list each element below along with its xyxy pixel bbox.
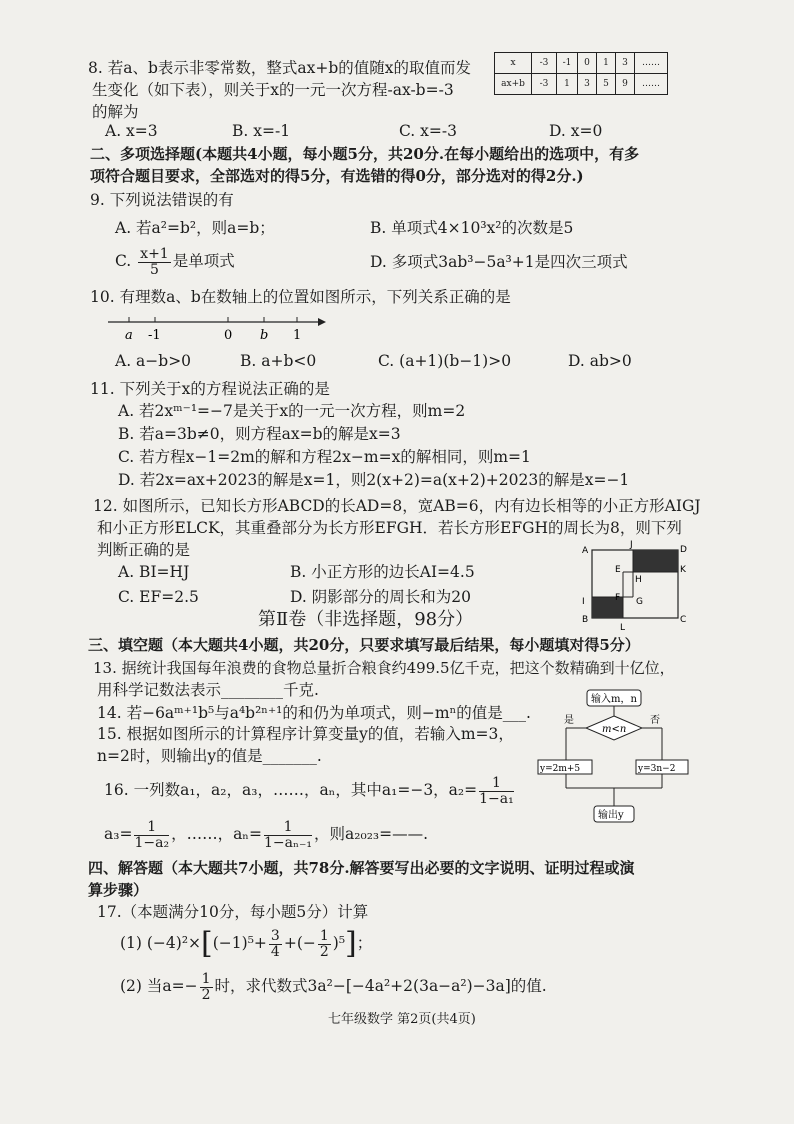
part2-title: 第Ⅱ卷（非选择题，98分） [258,609,474,630]
fraction-denominator: 5 [149,261,159,278]
table-cell: 3 [578,74,597,95]
fraction-numerator: 1 [134,820,169,836]
table-cell: -3 [532,74,557,95]
q12-line2: 和小正方形ELCK，其重叠部分为长方形EFGH．若长方形EFGH的周长为8，则下列 [97,519,682,537]
q14-text: 14. 若−6aᵐ⁺¹b⁵与a⁴b²ⁿ⁺¹的和仍为单项式，则−mⁿ的值是___. [97,704,531,722]
q13-line2: 用科学记数法表示________千克. [97,681,319,699]
figure-label: C [680,615,687,625]
q8-line2: 生变化（如下表），则关于x的一元一次方程-ax-b=-3 [92,81,454,99]
q8-line3: 的解为 [92,103,139,121]
q9-option-d: D. 多项式3ab³−5a³+1是四次三项式 [370,253,628,271]
fraction-denominator: 2 [201,986,211,1003]
q16-head: 16. 一列数a₁，a₂，a₃，……，aₙ，其中a₁=−3，a₂= [104,781,478,799]
flow-no-label: 否 [650,715,660,726]
q12-rectangle-figure [580,540,690,632]
q11-option-d: D. 若2x=ax+2023的解是x=1，则2(x+2)=a(x+2)+2023的解是x=−1 [118,471,630,489]
table-cell: ax+b [495,74,532,95]
q17-p1-head: (1) (−4)²× [120,934,202,952]
figure-label: I [582,597,585,607]
q16-a3-head: a₃= [104,825,133,843]
q8-option-b: B. x=-1 [232,122,291,140]
q11-option-a: A. 若2xᵐ⁻¹=−7是关于x的一元一次方程，则m=2 [118,402,466,420]
q9-option-a: A. 若a²=b²，则a=b； [115,219,275,237]
axis-label: 0 [224,328,233,343]
figure-label: H [635,575,642,585]
q17-p1-body2: +(− [283,934,316,952]
q12-option-d: D. 阴影部分的周长和为20 [290,588,471,606]
q12-line1: 12. 如图所示，已知长方形ABCD的长AD=8，宽AB=6，内有边长相等的小正方形AIGJ [93,497,701,515]
q16-a3-fraction [134,820,169,851]
right-bracket: ] [345,926,357,961]
flow-condition-text: m<n [602,724,627,735]
q17-part2 [120,966,547,1006]
q11-stem: 11. 下列关于x的方程说法正确的是 [90,380,330,398]
q11-option-c: C. 若方程x−1=2m的解和方程2x−m=x的解相同，则m=1 [118,448,531,466]
q16-a2-fraction [479,776,514,807]
q17-p2-fraction [200,972,213,1003]
q12-line3: 判断正确的是 [97,541,191,559]
q10-stem: 10. 有理数a、b在数轴上的位置如图所示，下列关系正确的是 [90,288,511,306]
figure-label: K [680,565,686,575]
q16-mid: ，……，aₙ= [171,825,262,843]
flow-yes-label: 是 [564,715,574,726]
axis-label: a [125,328,133,343]
fraction-numerator: 1 [319,927,329,944]
flow-output-text: 输出y [598,810,624,821]
section3-heading: 三、填空题（本大题共4小题，共20分，只要求填写最后结果，每小题填对得5分） [88,636,640,654]
q11-option-b: B. 若a=3b≠0，则方程ax=b的解是x=3 [118,425,401,443]
figure-label: D [680,545,687,555]
q16-tail: ，则a₂₀₂₃=——. [314,825,429,843]
figure-label: E [615,565,621,575]
q12-option-a: A. BI=HJ [118,563,190,581]
q12-option-b: B. 小正方形的边长AI=4.5 [290,563,475,581]
table-cell: …… [635,74,668,95]
q9-c-label: C. [115,252,132,270]
flow-input-text: 输入m，n [591,694,637,705]
fraction-denominator: 4 [270,943,280,960]
q17-p2-tail: 时，求代数式3a²−[−4a²+2(3a−a²)−3a]的值. [214,977,547,995]
q17-p2-head: (2) 当a=− [120,977,198,995]
q17-p1-fraction-2 [318,929,331,960]
q17-p1-body3: )⁵ [332,934,346,952]
table-row [495,74,668,95]
q16-line1 [104,770,516,810]
figure-label: J [630,540,633,550]
q8-option-c: C. x=-3 [399,122,457,140]
section4-heading-line1: 四、解答题（本大题共7小题，共78分.解答要写出必要的文字说明、证明过程或演 [88,859,635,877]
q15-line1: 15. 根据如图所示的计算程序计算变量y的值，若输入m=3， [97,725,514,743]
q9-option-b: B. 单项式4×10³x²的次数是5 [370,219,574,237]
q15-flowchart [534,688,694,828]
fraction-numerator: 1 [201,970,211,987]
table-cell: …… [635,53,668,74]
fraction-denominator: 2 [319,943,329,960]
q17-p1-fraction-1 [269,929,282,960]
section4-heading-line2: 算步骤） [88,881,149,899]
figure-label: G [636,597,643,607]
fraction-numerator: 1 [264,820,312,836]
section2-heading-line2: 项符合题目要求，全部选对的得5分，有选错的得0分，部分选对的得2分.) [90,167,584,185]
q8-option-d: D. x=0 [549,122,603,140]
table-cell: 3 [616,53,635,74]
q17-part1 [120,922,372,965]
fraction-numerator: 3 [270,927,280,944]
q10-number-line [104,312,334,342]
table-cell: 9 [616,74,635,95]
figure-label: L [620,623,626,633]
fraction-denominator: 1−aₙ₋₁ [264,834,313,851]
fraction-numerator: x+1 [140,245,169,262]
axis-label: -1 [148,328,161,343]
q17-stem: 17.（本题满分10分，每小题5分）计算 [97,903,369,921]
q12-option-c: C. EF=2.5 [118,588,199,606]
q10-option-d: D. ab>0 [568,352,632,370]
q17-p1-end: ； [356,934,373,952]
flow-right-text: y=3n−2 [638,764,676,774]
fraction-denominator: 1−a₂ [134,834,170,851]
axis-label: b [260,328,269,343]
fraction-numerator: 1 [479,776,514,792]
axis-label: 1 [293,328,302,343]
fraction-denominator: 1−a₁ [479,790,514,807]
page-footer: 七年级数学 第2页(共4页) [328,1012,476,1027]
table-row [495,53,668,74]
table-cell: x [495,53,532,74]
table-cell: -3 [532,53,557,74]
q9-c-tail: 是单项式 [172,252,235,270]
table-cell: 1 [557,74,578,95]
table-cell: 1 [597,53,616,74]
table-cell: 5 [597,74,616,95]
table-cell: 0 [578,53,597,74]
q15-line2: n=2时，则输出y的值是_______. [97,747,322,765]
q10-option-c: C. (a+1)(b−1)>0 [378,352,512,370]
q9-option-c [115,244,235,278]
q10-option-a: A. a−b>0 [115,352,192,370]
q8-value-table [494,52,668,95]
table-cell: -1 [557,53,578,74]
figure-label: F [615,593,621,603]
figure-label: B [582,615,589,625]
q16-an-fraction [264,820,312,851]
q17-p1-body1: (−1)⁵+ [212,934,267,952]
figure-label: A [582,546,589,556]
section2-heading-line1: 二、多项选择题(本题共4小题，每小题5分，共20分.在每小题给出的选项中，有多 [90,145,640,163]
q13-line1: 13. 据统计我国每年浪费的食物总量折合粮食约499.5亿千克，把这个数精确到十亿位， [93,659,675,677]
left-bracket: [ [201,926,213,961]
q9-stem: 9. 下列说法错误的有 [90,191,234,209]
q8-line1: 8. 若a、b表示非零常数，整式ax+b的值随x的取值而发 [88,59,472,77]
q16-line2 [104,814,428,854]
q8-option-a: A. x=3 [105,122,158,140]
q9-c-fraction [138,247,171,278]
flow-left-text: y=2m+5 [540,764,581,774]
q10-option-b: B. a+b<0 [240,352,317,370]
